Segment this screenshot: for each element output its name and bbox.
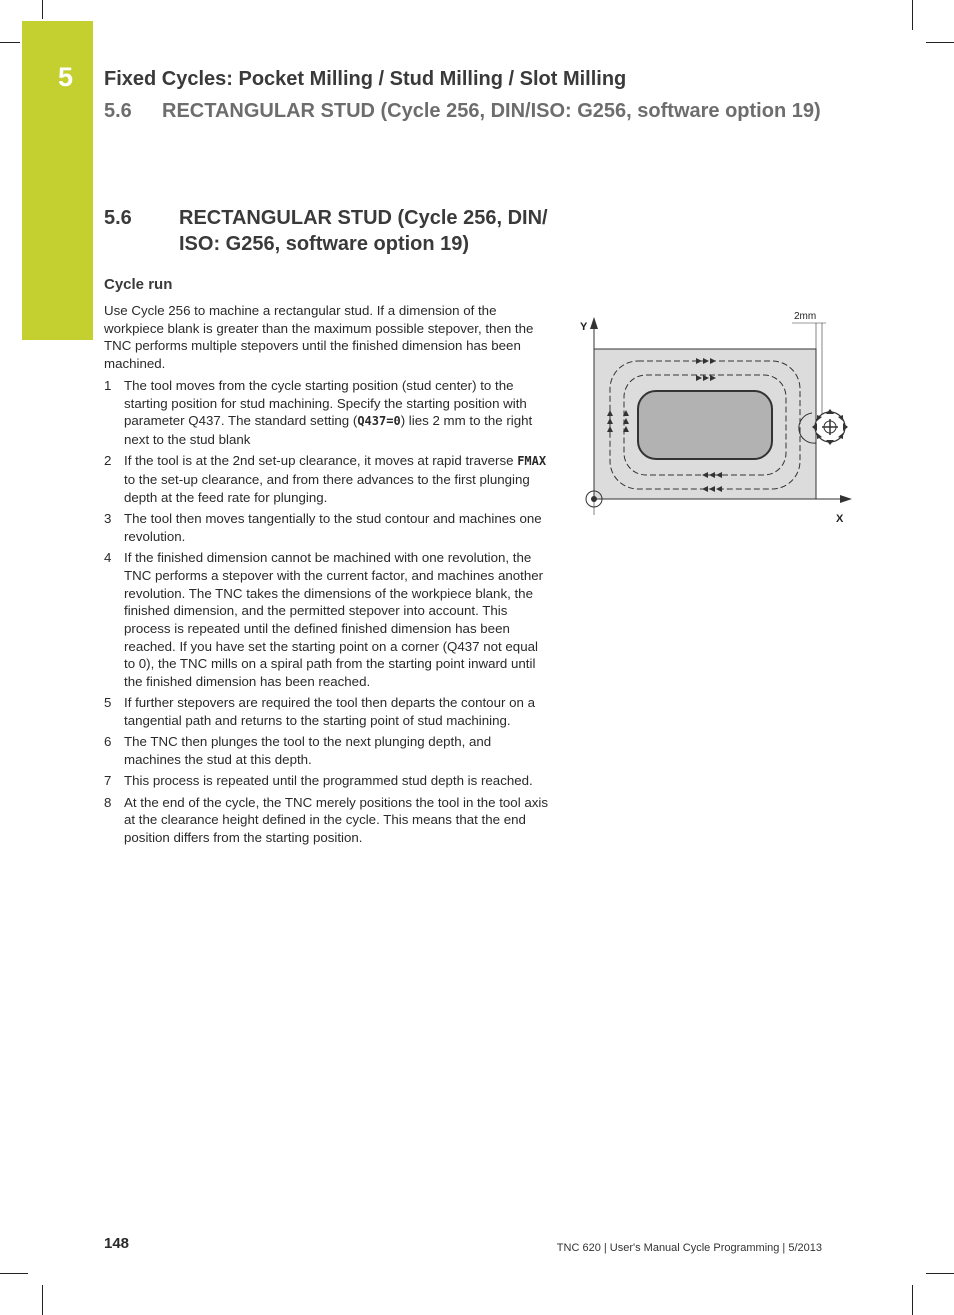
crop-mark bbox=[926, 42, 954, 43]
crop-mark bbox=[0, 42, 20, 43]
crop-mark bbox=[42, 1285, 43, 1315]
step-number: 8 bbox=[104, 794, 112, 810]
step-text: If further stepovers are required the tool then departs the contour on a tangential path and returns to the starting point of stud machining. bbox=[124, 695, 535, 729]
cycle-run-steps bbox=[104, 377, 549, 850]
y-axis-label: Y bbox=[580, 321, 588, 333]
running-header-section-number: 5.6 bbox=[104, 100, 132, 122]
step-text: At the end of the cycle, the TNC merely positions the tool in the tool axis at the clearance height defined in the cycle. This means that the end position differs from the starting position. bbox=[124, 794, 549, 846]
step-text: The tool then moves tangentially to the stud contour and machines one revolution. bbox=[124, 511, 542, 544]
parameter-code: FMAX bbox=[517, 454, 547, 469]
running-header-section bbox=[104, 99, 824, 123]
step-number: 3 bbox=[104, 511, 112, 527]
step-number: 1 bbox=[104, 378, 112, 393]
step-text: If the finished dimension cannot be machined with one revolution, the TNC performs a stepover with the current factor, and machines another revolution. The TNC takes the dimensions of the workpiece blank, the finished dimension, and the permitted stepover into account. This process is repeated until the defined finished dimension has been reached. If you have set the starting point on a corner (Q437 not equal to 0), the TNC mills on a spiral path from the starting point inward until the finished dimension has been reached. bbox=[124, 550, 544, 690]
list-item bbox=[104, 794, 549, 847]
finished-stud bbox=[638, 391, 772, 459]
step-number: 7 bbox=[104, 773, 112, 789]
step-text: The TNC then plunges the tool to the next plunging depth, and machines the stud at this depth. bbox=[124, 734, 492, 768]
step-text: ) lies 2 mm to the right next to the stud blank bbox=[124, 413, 533, 448]
step-number: 4 bbox=[104, 550, 112, 566]
list-item bbox=[104, 772, 549, 790]
section-number: 5.6 bbox=[104, 207, 132, 229]
section-title: RECTANGULAR STUD (Cycle 256, DIN/ ISO: G256, software option 19) bbox=[179, 207, 548, 255]
x-axis-label: X bbox=[836, 513, 844, 525]
step-text: to the set-up clearance, and from there advances to the first plunging depth at the feed rate for plunging. bbox=[124, 472, 530, 505]
step-text: This process is repeated until the programmed stud depth is reached. bbox=[124, 773, 533, 789]
cycle-run-intro: Use Cycle 256 to machine a rectangular stud. If a dimension of the workpiece blank is greater than the maximum possible stepover, then the TNC performs multiple stepovers until the finished dimension has been machined. bbox=[104, 303, 534, 372]
y-axis-arrow-icon bbox=[590, 317, 598, 329]
step-text: The tool moves from the cycle starting position (stud center) to the starting position for stud machining. Specify the starting position with parameter Q437. The standard setting ( bbox=[124, 378, 527, 429]
footer-doc-info: TNC 620 | User's Manual Cycle Programming | 5/2013 bbox=[556, 1242, 822, 1254]
crop-mark bbox=[0, 1273, 28, 1274]
milling-tool-icon bbox=[812, 409, 848, 445]
list-item bbox=[104, 694, 549, 729]
crop-mark bbox=[912, 0, 913, 30]
page-number: 148 bbox=[104, 1235, 130, 1252]
section-heading bbox=[104, 205, 574, 257]
list-item bbox=[104, 549, 549, 691]
dimension-label: 2mm bbox=[794, 311, 817, 322]
crop-mark bbox=[912, 1285, 913, 1315]
x-axis-arrow-icon bbox=[840, 495, 852, 503]
crop-mark bbox=[926, 1273, 954, 1274]
step-text: If the tool is at the 2nd set-up clearance, it moves at rapid traverse bbox=[124, 453, 518, 469]
stud-diagram bbox=[568, 303, 858, 533]
list-item bbox=[104, 377, 549, 449]
cycle-run-heading: Cycle run bbox=[104, 276, 173, 293]
step-number: 2 bbox=[104, 453, 112, 469]
step-number: 5 bbox=[104, 695, 112, 711]
list-item bbox=[104, 733, 549, 768]
list-item bbox=[104, 452, 549, 506]
crop-mark bbox=[42, 0, 43, 19]
parameter-code: Q437=0 bbox=[357, 414, 401, 429]
step-number: 6 bbox=[104, 734, 112, 750]
running-header-section-title: RECTANGULAR STUD (Cycle 256, DIN/ISO: G256, software option 19) bbox=[162, 100, 821, 122]
list-item bbox=[104, 510, 549, 545]
chapter-number: 5 bbox=[58, 62, 74, 92]
running-header-title: Fixed Cycles: Pocket Milling / Stud Milling / Slot Milling bbox=[104, 68, 627, 90]
